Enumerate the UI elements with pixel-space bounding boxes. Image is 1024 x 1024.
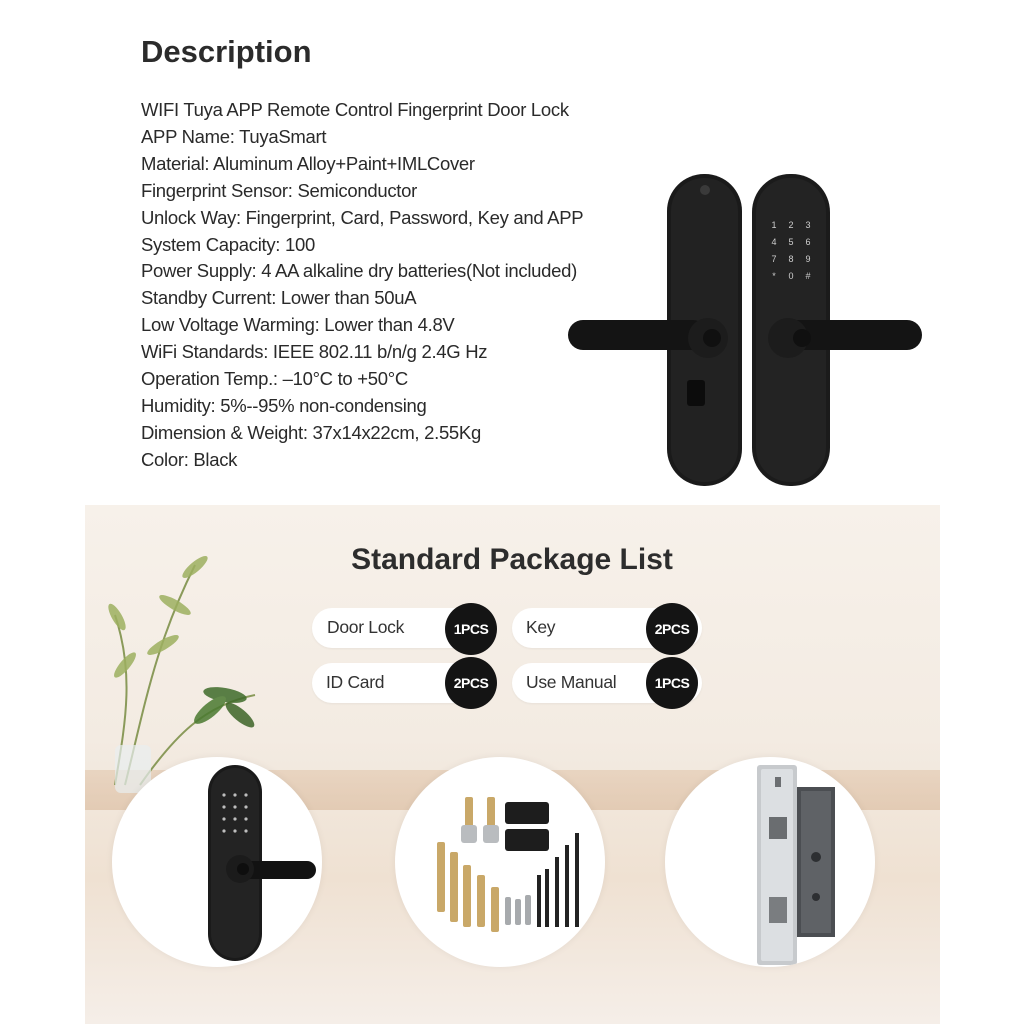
package-item-name: ID Card <box>326 672 385 692</box>
accessories-photo <box>395 757 605 967</box>
spec-item: WIFI Tuya APP Remote Control Fingerprint Door Lock <box>141 99 569 120</box>
keypad-key: 4 <box>771 237 777 247</box>
keypad-key: 7 <box>771 254 777 264</box>
spec-item: Standby Current: Lower than 50uA <box>141 287 417 309</box>
spec-item: Unlock Way: Fingerprint, Card, Password, Key and APP <box>141 206 584 228</box>
door-lock-icon <box>112 757 322 967</box>
quantity-badge: 1PCS <box>646 657 698 709</box>
door-lock-photo <box>112 757 322 967</box>
package-item-name: Key <box>526 617 556 637</box>
quantity-badge: 2PCS <box>445 657 497 709</box>
spec-item: Power Supply: 4 AA alkaline dry batteries(Not included) <box>141 260 577 282</box>
package-list-title: Standard Package List <box>351 543 673 576</box>
spec-item: APP Name: TuyaSmart <box>141 125 327 147</box>
door-lock-hero-image <box>560 168 940 498</box>
quantity-badge: 1PCS <box>445 603 497 655</box>
accessories-icon <box>395 757 605 967</box>
description-title: Description <box>141 34 312 69</box>
spec-item: WiFi Standards: IEEE 802.11 b/n/g 2.4G Hz <box>141 341 488 363</box>
spec-item: Dimension & Weight: 37x14x22cm, 2.55Kg <box>141 421 481 443</box>
mortise-lock-icon <box>665 757 875 967</box>
keypad-key: 9 <box>805 254 811 264</box>
spec-item: Low Voltage Warming: Lower than 4.8V <box>141 314 455 336</box>
keypad-key: * <box>772 271 776 281</box>
keypad-key: 5 <box>788 237 794 247</box>
keypad-key: # <box>805 271 811 281</box>
keypad-key: 2 <box>788 220 794 230</box>
keypad-key: 0 <box>788 271 794 281</box>
spec-item: Humidity: 5%--95% non-condensing <box>141 394 427 416</box>
spec-list <box>141 97 583 474</box>
spec-item: Material: Aluminum Alloy+Paint+IMLCover <box>141 152 475 174</box>
keypad-key: 3 <box>805 220 811 230</box>
spec-item: Fingerprint Sensor: Semiconductor <box>141 179 417 201</box>
keypad-key: 1 <box>771 220 777 230</box>
keypad-key: 8 <box>788 254 794 264</box>
keypad-key: 6 <box>805 237 811 247</box>
spec-item: System Capacity: 100 <box>141 233 315 255</box>
spec-item: Color: Black <box>141 448 238 470</box>
quantity-badge: 2PCS <box>646 603 698 655</box>
package-item-name: Door Lock <box>327 617 405 637</box>
package-item-name: Use Manual <box>526 672 617 692</box>
spec-item: Operation Temp.: –10°C to +50°C <box>141 368 408 390</box>
mortise-lock-photo <box>665 757 875 967</box>
